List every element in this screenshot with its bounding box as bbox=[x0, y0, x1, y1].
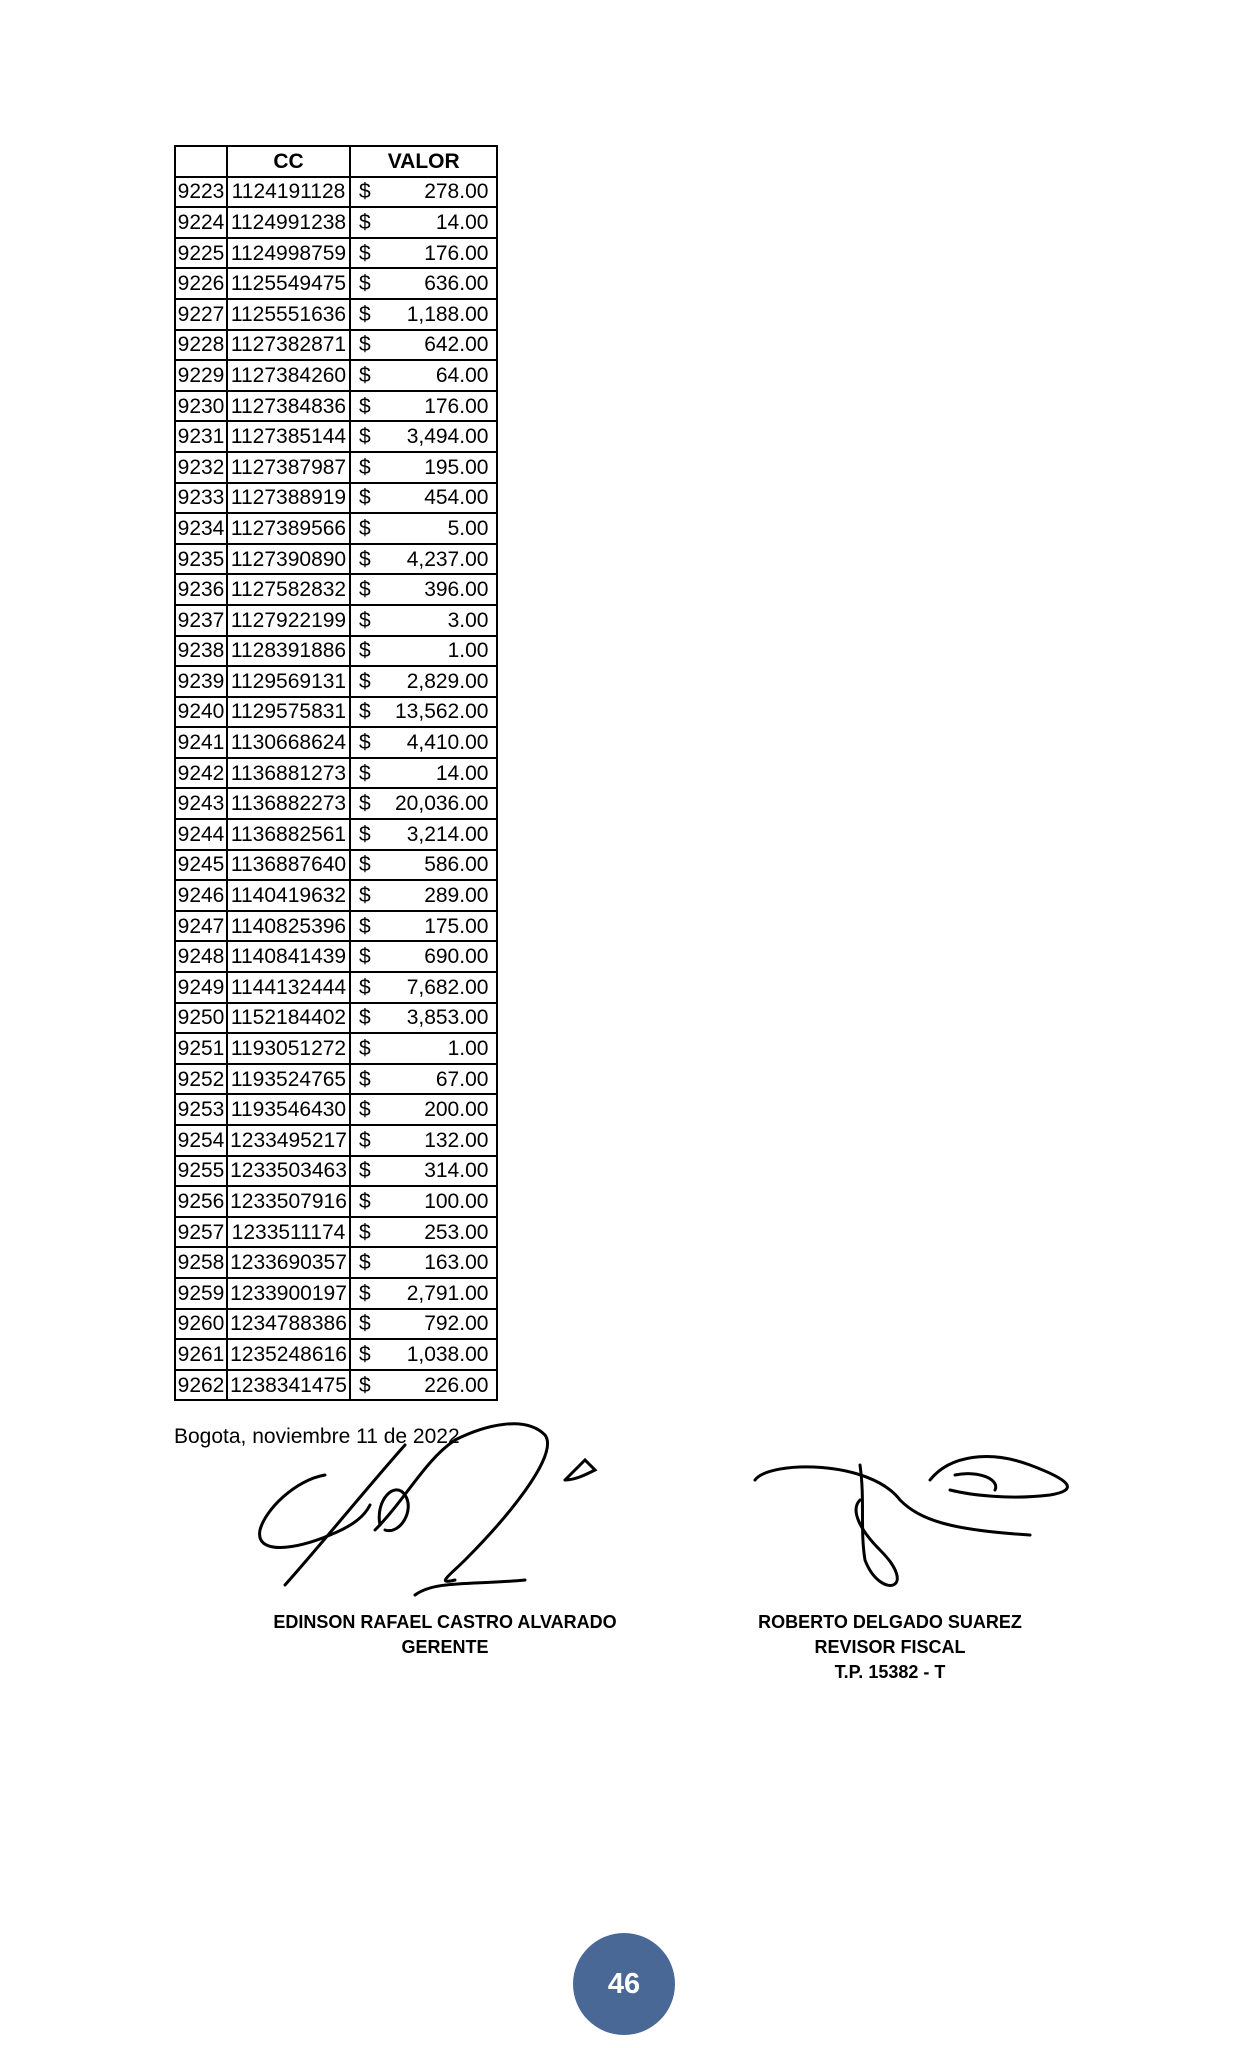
row-cc: 1136882273 bbox=[227, 788, 350, 819]
values-table-container bbox=[174, 145, 498, 1401]
row-cc: 1235248616 bbox=[227, 1339, 350, 1370]
row-currency: $ bbox=[350, 1064, 395, 1095]
row-cc: 1127388919 bbox=[227, 483, 350, 514]
page-number-badge bbox=[573, 1933, 675, 2035]
row-cc: 1124998759 bbox=[227, 238, 350, 269]
row-index: 9245 bbox=[175, 850, 227, 881]
row-index: 9259 bbox=[175, 1278, 227, 1309]
row-currency: $ bbox=[350, 452, 395, 483]
table-row bbox=[175, 911, 497, 942]
row-value: 20,036.00 bbox=[395, 788, 497, 819]
table-row bbox=[175, 513, 497, 544]
row-value: 3,853.00 bbox=[395, 1003, 497, 1034]
table-row bbox=[175, 1064, 497, 1095]
row-index: 9237 bbox=[175, 605, 227, 636]
row-cc: 1140825396 bbox=[227, 911, 350, 942]
table-row bbox=[175, 483, 497, 514]
table-row bbox=[175, 299, 497, 330]
row-value: 67.00 bbox=[395, 1064, 497, 1095]
table-row bbox=[175, 574, 497, 605]
table-row bbox=[175, 1278, 497, 1309]
table-row bbox=[175, 880, 497, 911]
row-index: 9240 bbox=[175, 697, 227, 728]
row-index: 9235 bbox=[175, 544, 227, 575]
row-index: 9256 bbox=[175, 1186, 227, 1217]
row-currency: $ bbox=[350, 1033, 395, 1064]
row-cc: 1127387987 bbox=[227, 452, 350, 483]
row-cc: 1234788386 bbox=[227, 1309, 350, 1340]
row-index: 9248 bbox=[175, 941, 227, 972]
row-value: 1.00 bbox=[395, 636, 497, 667]
signature-right-icon bbox=[750, 1440, 1090, 1610]
table-row bbox=[175, 391, 497, 422]
row-cc: 1238341475 bbox=[227, 1370, 350, 1401]
row-index: 9261 bbox=[175, 1339, 227, 1370]
row-cc: 1129569131 bbox=[227, 666, 350, 697]
signatory-right bbox=[650, 1610, 1130, 1685]
row-value: 253.00 bbox=[395, 1217, 497, 1248]
row-index: 9254 bbox=[175, 1125, 227, 1156]
row-value: 1,188.00 bbox=[395, 299, 497, 330]
header-cc: CC bbox=[227, 146, 350, 177]
row-currency: $ bbox=[350, 636, 395, 667]
row-currency: $ bbox=[350, 1156, 395, 1187]
row-cc: 1125551636 bbox=[227, 299, 350, 330]
table-row bbox=[175, 1094, 497, 1125]
row-cc: 1233900197 bbox=[227, 1278, 350, 1309]
table-row bbox=[175, 819, 497, 850]
row-value: 642.00 bbox=[395, 330, 497, 361]
values-table bbox=[174, 145, 498, 1401]
row-currency: $ bbox=[350, 727, 395, 758]
row-value: 1.00 bbox=[395, 1033, 497, 1064]
row-index: 9225 bbox=[175, 238, 227, 269]
row-currency: $ bbox=[350, 207, 395, 238]
row-value: 195.00 bbox=[395, 452, 497, 483]
row-value: 200.00 bbox=[395, 1094, 497, 1125]
table-row bbox=[175, 360, 497, 391]
row-currency: $ bbox=[350, 391, 395, 422]
row-value: 14.00 bbox=[395, 207, 497, 238]
row-value: 64.00 bbox=[395, 360, 497, 391]
row-cc: 1127384260 bbox=[227, 360, 350, 391]
row-index: 9230 bbox=[175, 391, 227, 422]
row-cc: 1125549475 bbox=[227, 268, 350, 299]
row-value: 13,562.00 bbox=[395, 697, 497, 728]
signatory-left-role: GERENTE bbox=[401, 1637, 489, 1657]
row-value: 14.00 bbox=[395, 758, 497, 789]
table-row bbox=[175, 605, 497, 636]
row-cc: 1233690357 bbox=[227, 1247, 350, 1278]
row-currency: $ bbox=[350, 972, 395, 1003]
row-value: 4,410.00 bbox=[395, 727, 497, 758]
row-currency: $ bbox=[350, 1278, 395, 1309]
row-cc: 1130668624 bbox=[227, 727, 350, 758]
signature-left-icon bbox=[255, 1420, 615, 1605]
row-currency: $ bbox=[350, 788, 395, 819]
row-value: 314.00 bbox=[395, 1156, 497, 1187]
row-currency: $ bbox=[350, 299, 395, 330]
table-row bbox=[175, 452, 497, 483]
row-currency: $ bbox=[350, 421, 395, 452]
row-cc: 1140841439 bbox=[227, 941, 350, 972]
row-index: 9227 bbox=[175, 299, 227, 330]
row-currency: $ bbox=[350, 483, 395, 514]
row-value: 175.00 bbox=[395, 911, 497, 942]
row-value: 2,791.00 bbox=[395, 1278, 497, 1309]
row-currency: $ bbox=[350, 1370, 395, 1401]
row-index: 9243 bbox=[175, 788, 227, 819]
table-row bbox=[175, 268, 497, 299]
row-cc: 1233511174 bbox=[227, 1217, 350, 1248]
row-value: 163.00 bbox=[395, 1247, 497, 1278]
row-currency: $ bbox=[350, 360, 395, 391]
row-value: 7,682.00 bbox=[395, 972, 497, 1003]
table-row bbox=[175, 1033, 497, 1064]
signatory-left bbox=[190, 1610, 700, 1660]
row-currency: $ bbox=[350, 1186, 395, 1217]
row-index: 9242 bbox=[175, 758, 227, 789]
row-index: 9226 bbox=[175, 268, 227, 299]
row-currency: $ bbox=[350, 911, 395, 942]
header-index bbox=[175, 146, 227, 177]
row-cc: 1127922199 bbox=[227, 605, 350, 636]
row-value: 454.00 bbox=[395, 483, 497, 514]
table-body bbox=[175, 177, 497, 1401]
row-index: 9250 bbox=[175, 1003, 227, 1034]
row-cc: 1127384836 bbox=[227, 391, 350, 422]
row-value: 176.00 bbox=[395, 238, 497, 269]
row-currency: $ bbox=[350, 177, 395, 208]
signatory-right-license: T.P. 15382 - T bbox=[834, 1662, 946, 1682]
row-value: 586.00 bbox=[395, 850, 497, 881]
row-currency: $ bbox=[350, 1309, 395, 1340]
row-cc: 1124991238 bbox=[227, 207, 350, 238]
row-cc: 1136887640 bbox=[227, 850, 350, 881]
row-index: 9251 bbox=[175, 1033, 227, 1064]
row-index: 9232 bbox=[175, 452, 227, 483]
row-value: 792.00 bbox=[395, 1309, 497, 1340]
row-value: 289.00 bbox=[395, 880, 497, 911]
row-index: 9252 bbox=[175, 1064, 227, 1095]
table-row bbox=[175, 1370, 497, 1401]
row-cc: 1127382871 bbox=[227, 330, 350, 361]
table-row bbox=[175, 972, 497, 1003]
row-index: 9262 bbox=[175, 1370, 227, 1401]
row-currency: $ bbox=[350, 238, 395, 269]
row-index: 9258 bbox=[175, 1247, 227, 1278]
row-currency: $ bbox=[350, 574, 395, 605]
row-currency: $ bbox=[350, 941, 395, 972]
row-value: 3,494.00 bbox=[395, 421, 497, 452]
row-index: 9253 bbox=[175, 1094, 227, 1125]
row-cc: 1127385144 bbox=[227, 421, 350, 452]
row-cc: 1136882561 bbox=[227, 819, 350, 850]
row-index: 9236 bbox=[175, 574, 227, 605]
row-index: 9241 bbox=[175, 727, 227, 758]
row-index: 9260 bbox=[175, 1309, 227, 1340]
row-cc: 1233495217 bbox=[227, 1125, 350, 1156]
place-date: Bogota, noviembre 11 de 2022 bbox=[174, 1425, 460, 1448]
row-value: 3.00 bbox=[395, 605, 497, 636]
row-value: 278.00 bbox=[395, 177, 497, 208]
row-cc: 1152184402 bbox=[227, 1003, 350, 1034]
row-value: 690.00 bbox=[395, 941, 497, 972]
table-row bbox=[175, 1217, 497, 1248]
row-value: 132.00 bbox=[395, 1125, 497, 1156]
row-value: 1,038.00 bbox=[395, 1339, 497, 1370]
row-cc: 1127390890 bbox=[227, 544, 350, 575]
row-cc: 1193524765 bbox=[227, 1064, 350, 1095]
row-index: 9231 bbox=[175, 421, 227, 452]
row-index: 9224 bbox=[175, 207, 227, 238]
row-currency: $ bbox=[350, 513, 395, 544]
table-row bbox=[175, 1339, 497, 1370]
row-currency: $ bbox=[350, 880, 395, 911]
row-index: 9246 bbox=[175, 880, 227, 911]
signatory-left-name: EDINSON RAFAEL CASTRO ALVARADO bbox=[273, 1612, 617, 1632]
row-value: 100.00 bbox=[395, 1186, 497, 1217]
table-row bbox=[175, 788, 497, 819]
row-currency: $ bbox=[350, 666, 395, 697]
row-currency: $ bbox=[350, 544, 395, 575]
row-index: 9238 bbox=[175, 636, 227, 667]
row-index: 9249 bbox=[175, 972, 227, 1003]
row-cc: 1144132444 bbox=[227, 972, 350, 1003]
row-cc: 1127389566 bbox=[227, 513, 350, 544]
table-row bbox=[175, 421, 497, 452]
row-currency: $ bbox=[350, 1003, 395, 1034]
row-value: 226.00 bbox=[395, 1370, 497, 1401]
header-valor: VALOR bbox=[350, 146, 497, 177]
row-cc: 1193546430 bbox=[227, 1094, 350, 1125]
row-cc: 1193051272 bbox=[227, 1033, 350, 1064]
row-cc: 1233503463 bbox=[227, 1156, 350, 1187]
row-index: 9228 bbox=[175, 330, 227, 361]
signatory-right-name: ROBERTO DELGADO SUAREZ bbox=[758, 1612, 1022, 1632]
row-value: 3,214.00 bbox=[395, 819, 497, 850]
row-currency: $ bbox=[350, 1247, 395, 1278]
row-cc: 1233507916 bbox=[227, 1186, 350, 1217]
row-index: 9255 bbox=[175, 1156, 227, 1187]
row-value: 176.00 bbox=[395, 391, 497, 422]
row-index: 9229 bbox=[175, 360, 227, 391]
row-index: 9257 bbox=[175, 1217, 227, 1248]
table-row bbox=[175, 207, 497, 238]
row-currency: $ bbox=[350, 1339, 395, 1370]
table-row bbox=[175, 697, 497, 728]
row-index: 9244 bbox=[175, 819, 227, 850]
row-currency: $ bbox=[350, 758, 395, 789]
row-currency: $ bbox=[350, 1094, 395, 1125]
row-currency: $ bbox=[350, 605, 395, 636]
row-index: 9233 bbox=[175, 483, 227, 514]
table-row bbox=[175, 330, 497, 361]
page-number: 46 bbox=[607, 1967, 641, 2000]
row-currency: $ bbox=[350, 819, 395, 850]
table-row bbox=[175, 1186, 497, 1217]
row-value: 5.00 bbox=[395, 513, 497, 544]
row-cc: 1140419632 bbox=[227, 880, 350, 911]
row-cc: 1136881273 bbox=[227, 758, 350, 789]
row-value: 2,829.00 bbox=[395, 666, 497, 697]
row-cc: 1127582832 bbox=[227, 574, 350, 605]
table-row bbox=[175, 666, 497, 697]
row-cc: 1128391886 bbox=[227, 636, 350, 667]
table-row bbox=[175, 727, 497, 758]
table-row bbox=[175, 544, 497, 575]
table-row bbox=[175, 941, 497, 972]
table-row bbox=[175, 177, 497, 208]
table-row bbox=[175, 758, 497, 789]
row-index: 9239 bbox=[175, 666, 227, 697]
row-index: 9247 bbox=[175, 911, 227, 942]
table-row bbox=[175, 636, 497, 667]
table-row bbox=[175, 850, 497, 881]
row-cc: 1129575831 bbox=[227, 697, 350, 728]
row-cc: 1124191128 bbox=[227, 177, 350, 208]
table-row bbox=[175, 1125, 497, 1156]
row-currency: $ bbox=[350, 268, 395, 299]
row-currency: $ bbox=[350, 1125, 395, 1156]
row-currency: $ bbox=[350, 1217, 395, 1248]
row-currency: $ bbox=[350, 850, 395, 881]
table-row bbox=[175, 238, 497, 269]
table-row bbox=[175, 1247, 497, 1278]
signatory-right-role: REVISOR FISCAL bbox=[814, 1637, 966, 1657]
row-value: 396.00 bbox=[395, 574, 497, 605]
row-value: 636.00 bbox=[395, 268, 497, 299]
row-index: 9234 bbox=[175, 513, 227, 544]
table-row bbox=[175, 1003, 497, 1034]
table-header-row bbox=[175, 146, 497, 177]
row-currency: $ bbox=[350, 330, 395, 361]
row-currency: $ bbox=[350, 697, 395, 728]
row-index: 9223 bbox=[175, 177, 227, 208]
table-row bbox=[175, 1309, 497, 1340]
table-row bbox=[175, 1156, 497, 1187]
row-value: 4,237.00 bbox=[395, 544, 497, 575]
